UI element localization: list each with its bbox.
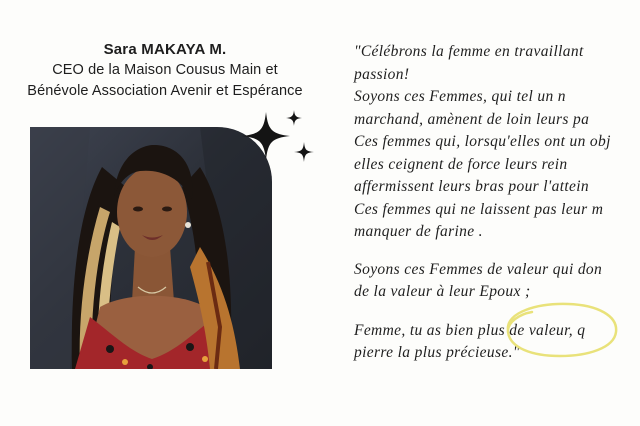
quote-line: "Célébrons la femme en travaillant — [354, 43, 584, 60]
profile-role-line-2: Bénévole Association Avenir et Espérance — [27, 83, 303, 99]
quote-line: manquer de farine . — [354, 223, 483, 240]
quote-line: elles ceignent de force leurs rein — [354, 155, 568, 173]
profile-name: Sara MAKAYA M. — [103, 41, 227, 58]
quote-line: Femme, tu as bien plus de valeur, q — [354, 321, 586, 339]
quote-line: Soyons ces Femmes de valeur qui don — [354, 260, 603, 278]
quote-line: Soyons ces Femmes, qui tel un n — [354, 88, 566, 105]
quote-line: Ces femmes qui ne laissent pas leur m — [354, 200, 604, 218]
quote-line: marchand, amènent de loin leurs pa — [354, 110, 590, 128]
profile-header — [0, 40, 330, 102]
quote-line: passion! — [354, 65, 410, 83]
sparkle-icon — [238, 104, 330, 174]
profile-role-line-1: CEO de la Maison Cousus Main et — [52, 62, 278, 78]
quote-line: pierre la plus précieuse." — [354, 344, 520, 361]
quote-line: Ces femmes qui, lorsqu'elles ont un obj — [354, 133, 611, 150]
highlight-circle — [498, 300, 622, 360]
portrait-photo — [30, 127, 272, 369]
quote-line: affermissent leurs bras pour l'attein — [354, 178, 589, 195]
quote-line: de la valeur à leur Epoux ; — [354, 283, 531, 300]
